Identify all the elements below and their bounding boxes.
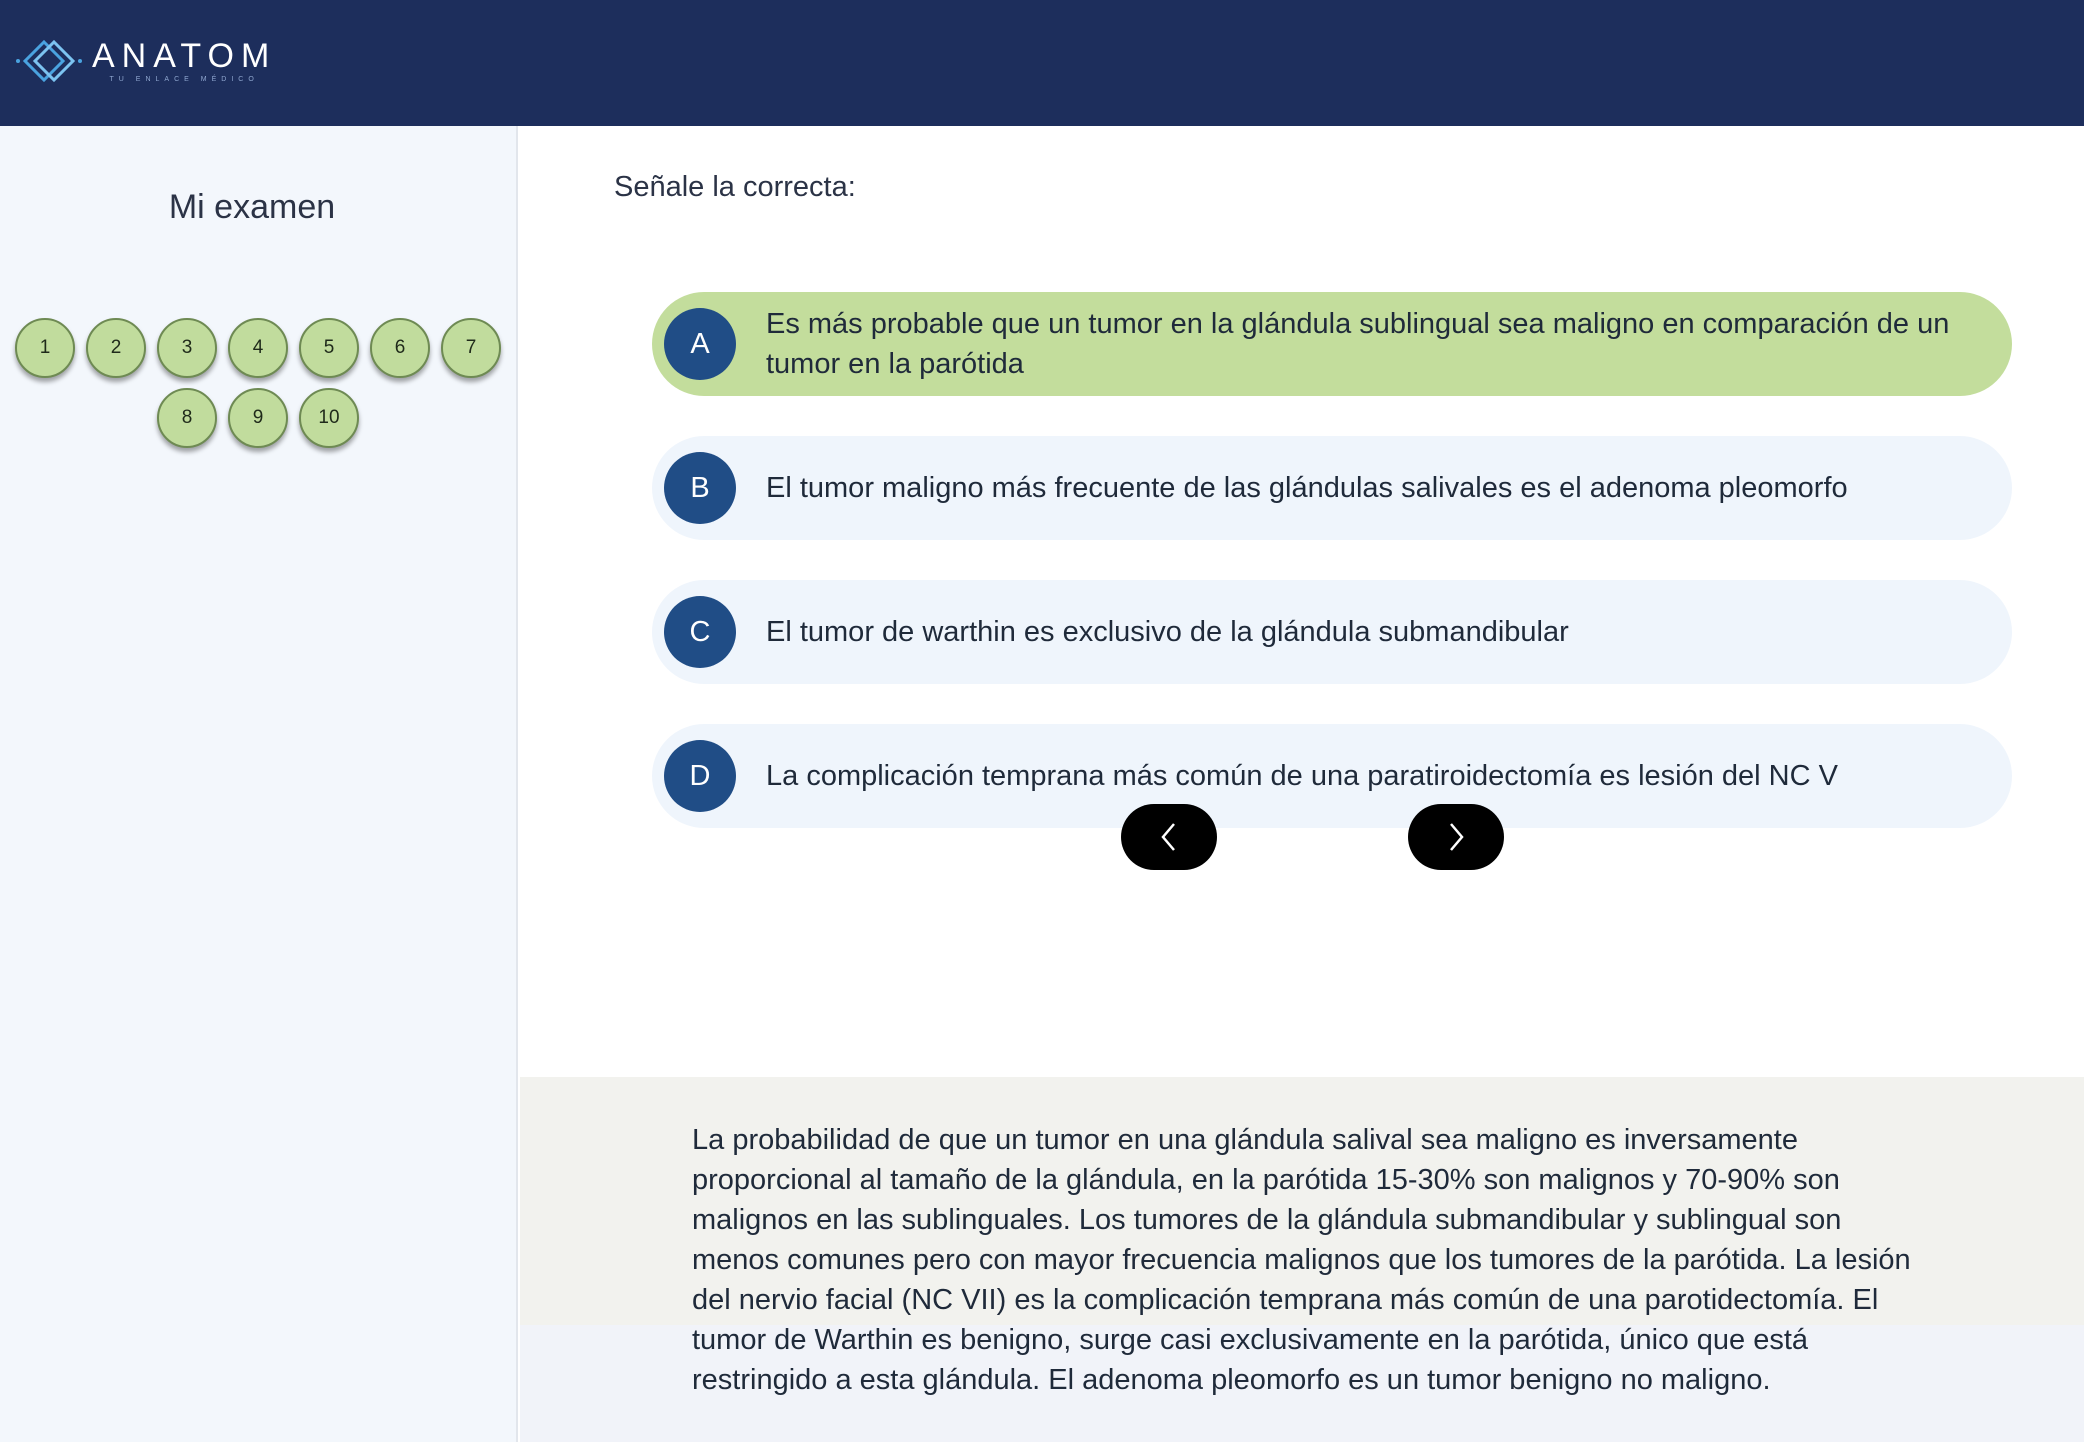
- next-question-button[interactable]: [1408, 804, 1504, 870]
- option-letter-badge: A: [664, 308, 736, 380]
- option-text: Es más probable que un tumor en la glándula sublingual sea maligno en comparación de un tumor en la parótida: [766, 308, 1950, 380]
- option-d[interactable]: [652, 724, 2012, 828]
- top-header: [0, 0, 2084, 126]
- brand-logo[interactable]: [14, 36, 276, 86]
- brand-name: ANATOM: [92, 37, 277, 75]
- option-b[interactable]: [652, 436, 2012, 540]
- question-bubble-3[interactable]: 3: [157, 318, 217, 378]
- question-panel: [520, 126, 2084, 1076]
- exam-sidebar: [0, 126, 518, 1442]
- question-bubble-7[interactable]: 7: [441, 318, 501, 378]
- option-text: El tumor maligno más frecuente de las glándulas salivales es el adenoma pleomorfo: [766, 472, 1848, 504]
- question-bubble-9[interactable]: 9: [228, 388, 288, 448]
- option-letter-badge: C: [664, 596, 736, 668]
- option-c[interactable]: [652, 580, 2012, 684]
- option-letter-badge: D: [664, 740, 736, 812]
- answer-explanation: La probabilidad de que un tumor en una glándula salival sea maligno es inversamente proporcional al tamaño de la glándula, en la parótida 15-30% son malignos y 70-90% son malignos en las sublinguales. Los tumores de la glándula submandibular y sublingual son menos comunes pero con mayor frecuencia malignos que los tumores de la parótida. La lesión del nervio facial (NC VII) es la complicación temprana más común de una parotidectomía. El tumor de Warthin es benigno, surge casi exclusivamente en la parótida, único que está restringido a esta glándula. El adenoma pleomorfo es un tumor benigno no maligno.: [692, 1124, 1911, 1396]
- option-a[interactable]: [652, 292, 2012, 396]
- chevron-right-icon: [1442, 820, 1470, 854]
- option-text: El tumor de warthin es exclusivo de la glándula submandibular: [766, 616, 1569, 648]
- answer-options: [652, 292, 2012, 868]
- question-bubble-5[interactable]: 5: [299, 318, 359, 378]
- question-bubble-2[interactable]: 2: [86, 318, 146, 378]
- question-prompt: Señale la correcta:: [614, 171, 856, 203]
- sidebar-title: Mi examen: [168, 188, 336, 226]
- previous-question-button[interactable]: [1121, 804, 1217, 870]
- question-bubble-4[interactable]: 4: [228, 318, 288, 378]
- option-text: La complicación temprana más común de una paratiroidectomía es lesión del NC V: [766, 760, 1838, 792]
- question-bubble-6[interactable]: 6: [370, 318, 430, 378]
- chevron-left-icon: [1155, 820, 1183, 854]
- question-bubble-10[interactable]: 10: [299, 388, 359, 448]
- brand-tagline: TU ENLACE MÉDICO: [109, 76, 259, 83]
- question-bubble-8[interactable]: 8: [157, 388, 217, 448]
- logo-diamond-icon: [14, 36, 84, 86]
- question-navigator: [10, 318, 506, 448]
- question-bubble-1[interactable]: 1: [15, 318, 75, 378]
- option-letter-badge: B: [664, 452, 736, 524]
